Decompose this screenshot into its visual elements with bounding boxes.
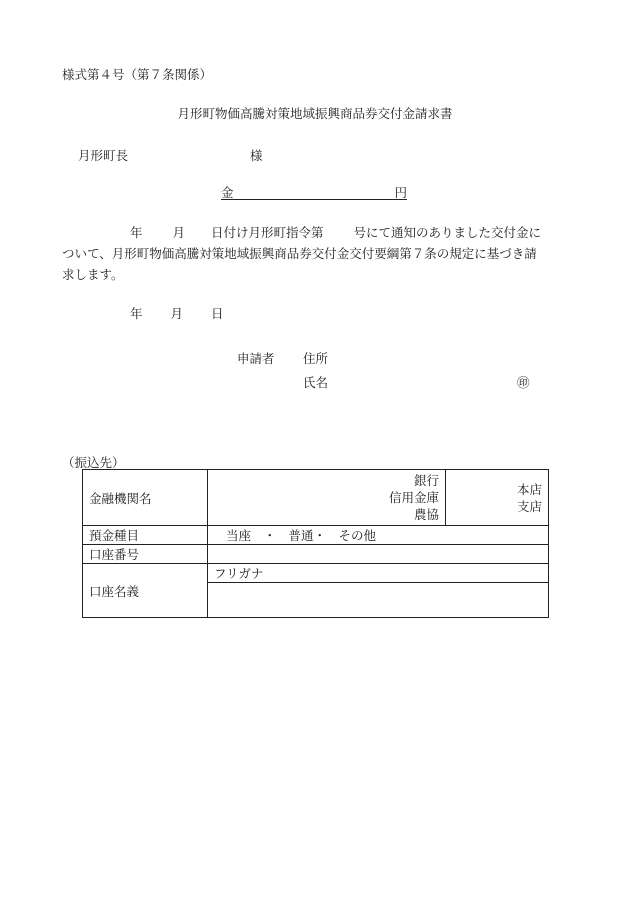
branch-type-main: 本店 xyxy=(516,481,542,497)
document-title: 月形町物価高騰対策地域振興商品券交付金請求書 xyxy=(177,106,453,121)
amount-suffix: 円 xyxy=(394,185,407,200)
form-number: 様式第４号（第７条関係） xyxy=(62,67,213,82)
furigana-field[interactable]: フリガナ xyxy=(208,564,549,583)
institution-label: 金融機関名 xyxy=(83,470,208,526)
bank-table xyxy=(82,469,549,618)
body-text xyxy=(62,222,572,285)
amount-line xyxy=(221,183,407,200)
institution-cell[interactable] xyxy=(208,470,446,526)
transfer-label: （振込先） xyxy=(62,455,125,470)
branch-cell[interactable] xyxy=(446,470,549,526)
seal-mark: ㊞ xyxy=(517,375,530,390)
date-line xyxy=(130,304,224,322)
applicant-label: 申請者 xyxy=(237,351,275,366)
body-line-2: ついて、月形町物価高騰対策地域振興商品券交付金交付要綱第７条の規定に基づき請 xyxy=(62,246,537,261)
institution-type-nokyo: 農協 xyxy=(413,507,439,522)
body-month: 月 xyxy=(172,225,186,240)
date-day: 日 xyxy=(211,306,224,321)
account-type-label: 預金種目 xyxy=(83,526,208,545)
body-line1-end: 号にて通知のありました交付金に xyxy=(353,225,542,240)
body-line1-rest: 日付け月形町指令第 xyxy=(211,225,324,240)
account-type-options[interactable]: 当座 ・ 普通・ その他 xyxy=(208,526,549,545)
address-label: 住所 xyxy=(303,351,329,366)
branch-type-branch: 支店 xyxy=(516,498,542,514)
body-line-3: 求します。 xyxy=(62,267,124,282)
addressee: 月形町長 xyxy=(78,148,129,163)
date-month: 月 xyxy=(170,306,184,321)
institution-type-shinkin: 信用金庫 xyxy=(388,490,439,505)
body-year: 年 xyxy=(130,225,143,240)
institution-type-bank: 銀行 xyxy=(413,473,439,488)
date-year: 年 xyxy=(130,306,143,321)
account-holder-field[interactable] xyxy=(208,583,549,618)
honorific: 様 xyxy=(250,148,263,163)
body-line-1 xyxy=(62,222,572,243)
account-name-label: 口座名義 xyxy=(83,564,208,618)
amount-prefix: 金 xyxy=(221,185,234,200)
account-number-field[interactable] xyxy=(208,545,549,564)
account-number-label: 口座番号 xyxy=(83,545,208,564)
name-label: 氏名 xyxy=(303,375,329,390)
